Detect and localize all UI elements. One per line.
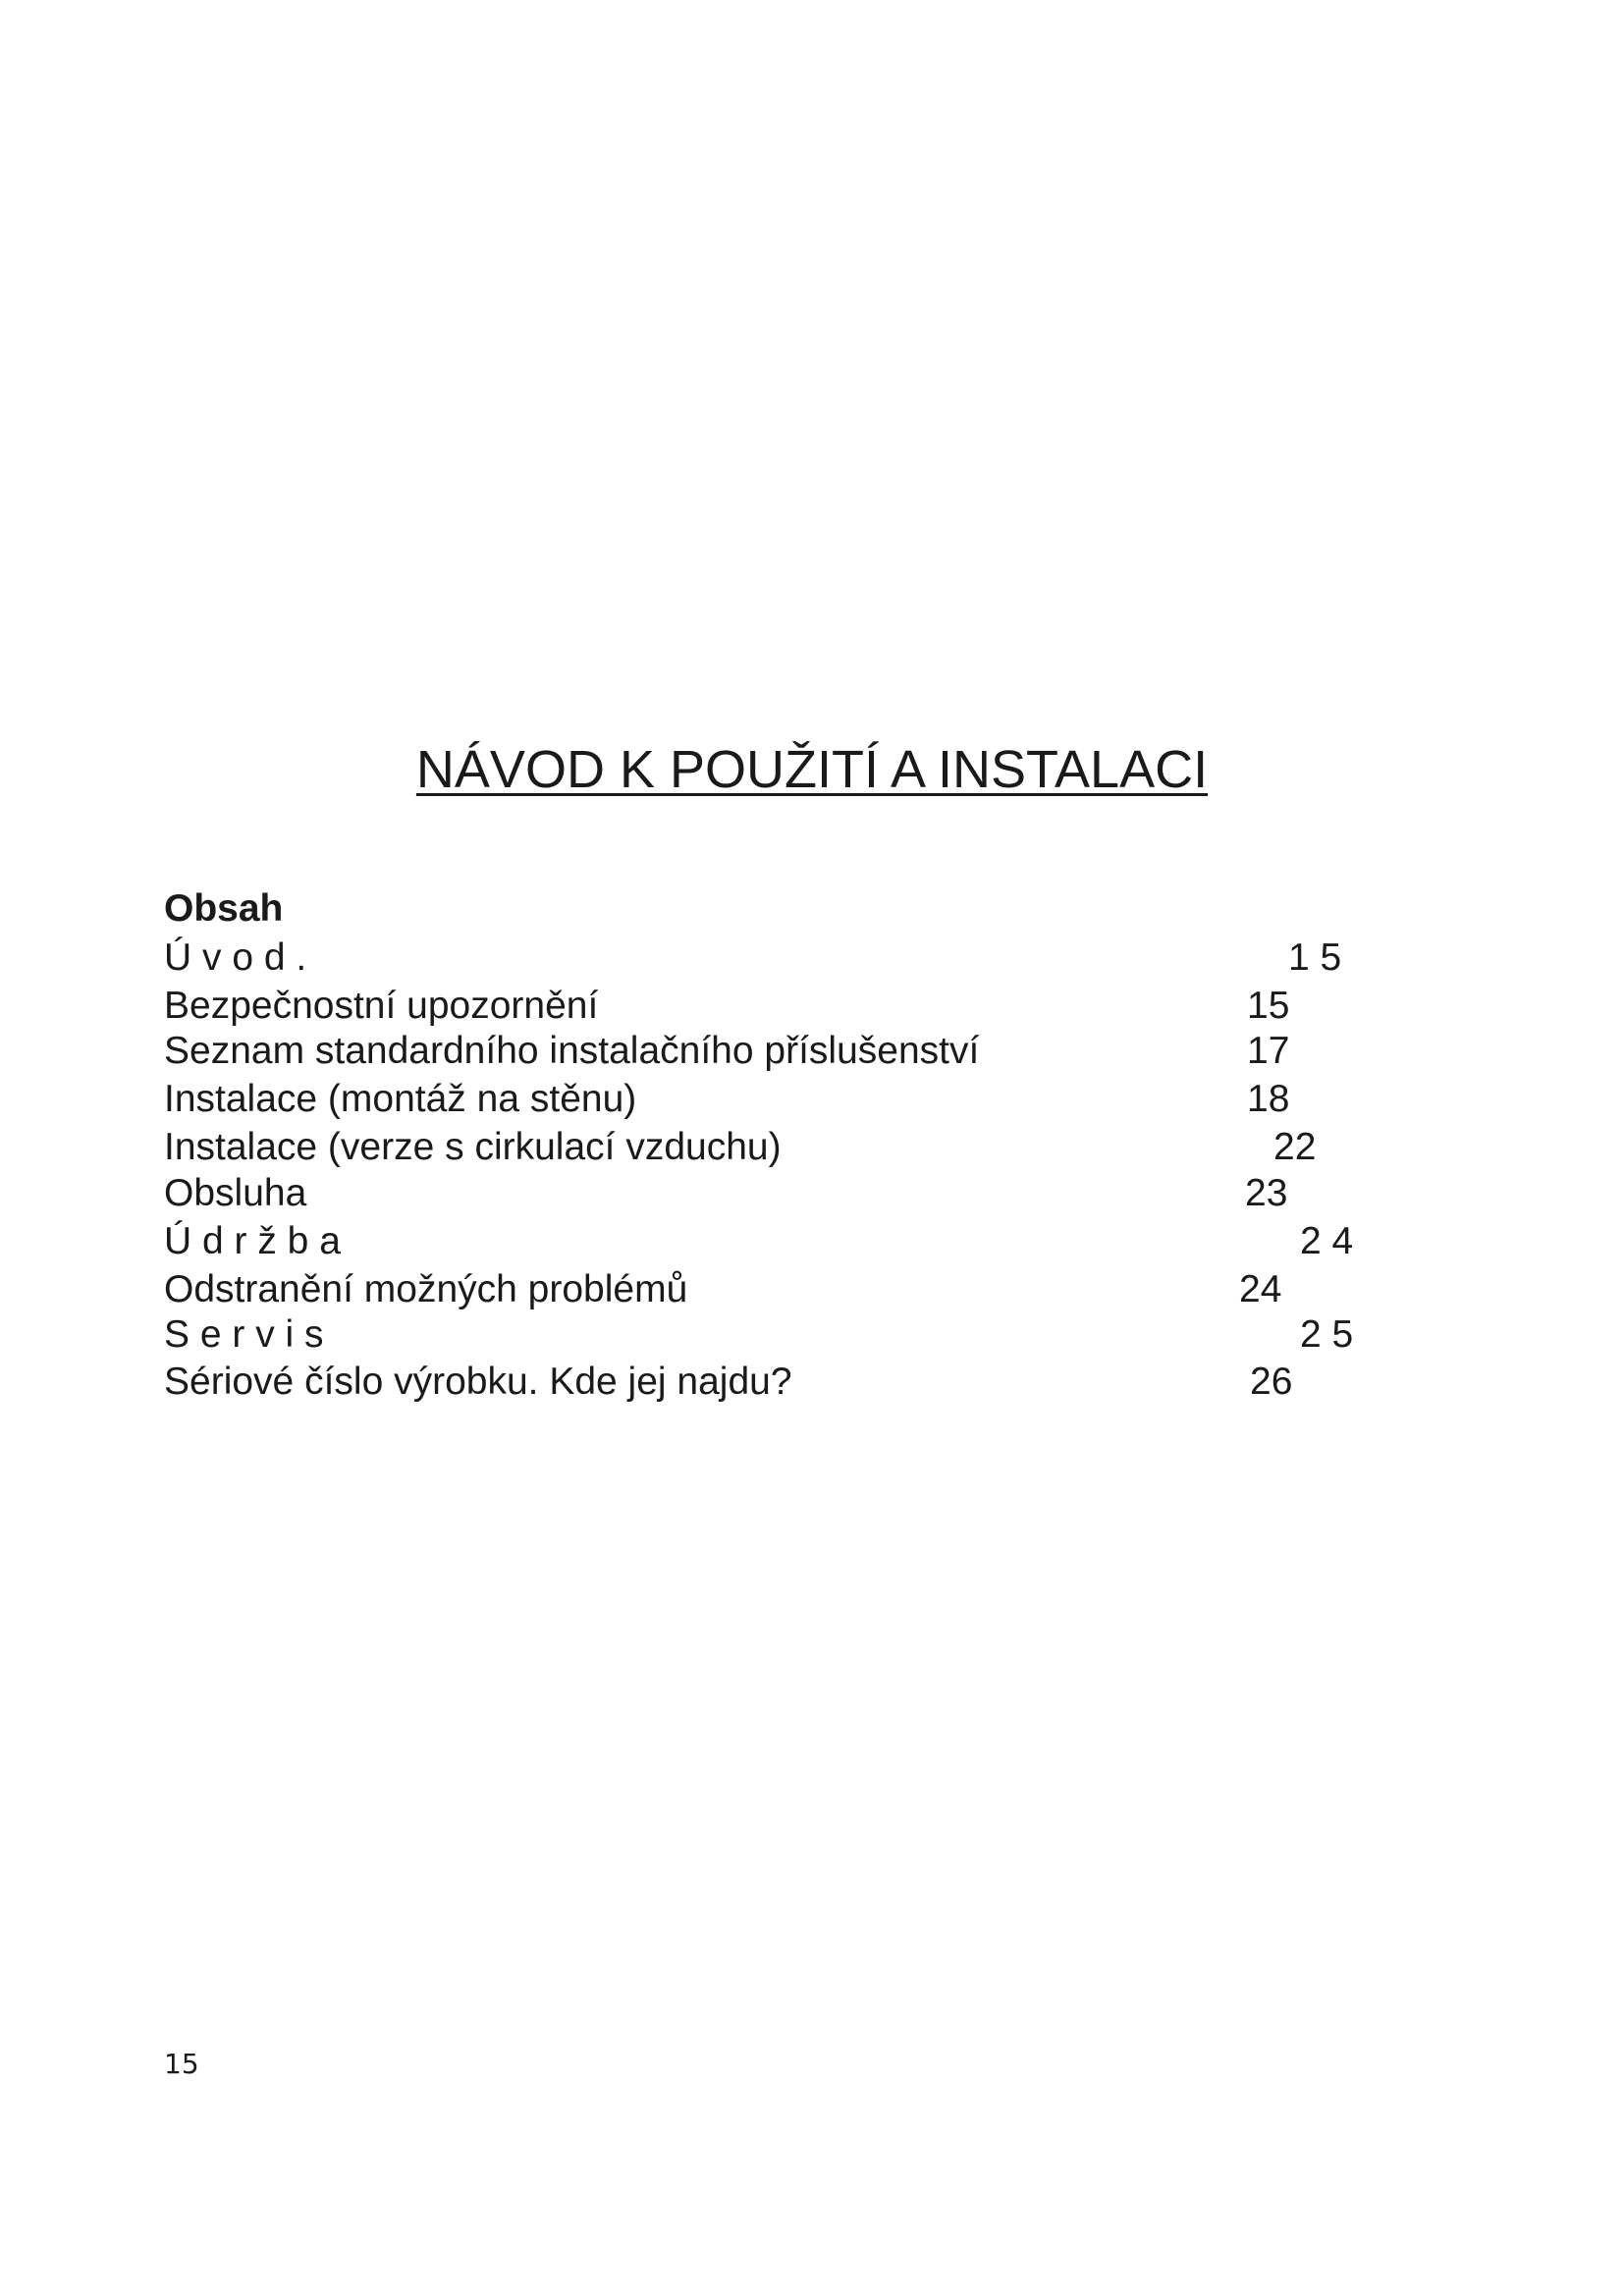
toc-entry-label: S e r v i s [164, 1313, 324, 1356]
toc-entry-page: 1 5 [1288, 936, 1342, 979]
toc-entry-page: 2 5 [1300, 1313, 1354, 1356]
page-number: 15 [164, 2048, 199, 2080]
toc-entry-page: 23 [1245, 1172, 1288, 1214]
toc-entry [164, 1360, 1440, 1405]
toc-entry-label: Seznam standardního instalačního příslušenství [164, 1030, 980, 1072]
toc-entry-label: Odstranění možných problémů [164, 1268, 688, 1310]
toc-entry-label: Instalace (verze s cirkulací vzduchu) [164, 1126, 782, 1168]
toc-entry [164, 935, 1440, 981]
toc-entry-label: Bezpečnostní upozornění [164, 985, 599, 1027]
toc-entry-page: 26 [1250, 1361, 1293, 1403]
toc-heading: Obsah [164, 887, 284, 930]
toc-entry-page: 18 [1247, 1078, 1290, 1120]
toc-entry [164, 1267, 1440, 1312]
toc-entry [164, 1077, 1440, 1122]
toc-entry [164, 1219, 1440, 1264]
toc-entry [164, 1312, 1440, 1358]
toc-entry [164, 984, 1440, 1029]
toc-entry-page: 22 [1273, 1126, 1317, 1168]
document-title: NÁVOD K POUŽITÍ A INSTALACI [415, 740, 1209, 799]
toc-entry-label: Ú d r ž b a [164, 1220, 341, 1262]
toc-entry-label: Sériové číslo výrobku. Kde jej najdu? [164, 1361, 792, 1403]
toc-entry-label: Ú v o d . [164, 936, 307, 979]
toc-entry-label: Instalace (montáž na stěnu) [164, 1078, 637, 1120]
toc-entry-page: 15 [1247, 985, 1290, 1027]
toc-entry-label: Obsluha [164, 1172, 307, 1214]
toc-entry [164, 1171, 1440, 1216]
toc-entry [164, 1125, 1440, 1170]
toc-entry [164, 1029, 1440, 1074]
toc-entry-page: 2 4 [1300, 1220, 1354, 1262]
toc-entry-page: 17 [1247, 1030, 1290, 1072]
toc-entry-page: 24 [1239, 1268, 1282, 1310]
